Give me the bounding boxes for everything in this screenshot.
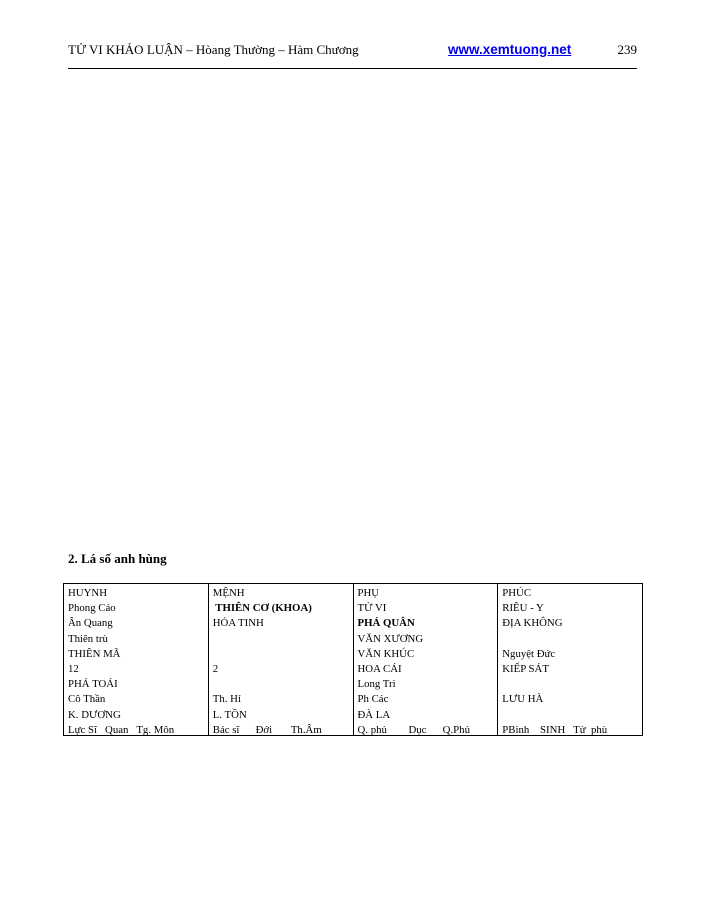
page-header <box>68 42 637 62</box>
cell-line <box>502 632 642 647</box>
cell-line: TỬ VI <box>357 602 387 615</box>
cell-line: HUYNH <box>68 587 107 599</box>
cell-line: HOA CÁI <box>357 662 402 675</box>
header-title: TỬ VI KHẢO LUẬN – Hòang Thường – Hàm Chương <box>68 42 359 57</box>
cell-line: Th. Hỉ <box>212 693 241 706</box>
chart-grid <box>63 583 643 736</box>
cell-line: Nguyệt Đức <box>502 647 556 660</box>
cell-footer: PBinh SINH Tử phù <box>502 723 608 736</box>
cell-huynh <box>64 584 209 735</box>
cell-line <box>213 647 353 662</box>
cell-line: Ph Các <box>357 693 389 706</box>
website-link[interactable]: www.xemtuong.net <box>448 42 572 57</box>
section-title: 2. Lá số anh hùng <box>68 551 167 566</box>
cell-line: K. DƯƠNG <box>68 708 121 721</box>
cell-line <box>502 708 642 723</box>
cell-line <box>502 677 642 692</box>
cell-line <box>213 632 353 647</box>
cell-line: PHÚC <box>502 587 532 599</box>
cell-footer: Bác sĩ Đới Th.Âm <box>212 723 322 736</box>
cell-line: LƯU HÀ <box>502 693 544 706</box>
cell-line: Cô Thần <box>68 693 106 706</box>
cell-line: VĂN KHÚC <box>357 647 415 660</box>
cell-phu <box>354 584 499 735</box>
cell-line: RIÊU - Y <box>502 602 544 615</box>
cell-line: THIÊN CƠ (KHOA) <box>212 602 312 615</box>
cell-line: ĐÀ LA <box>357 708 391 721</box>
cell-line: PHÁ QUÂN <box>357 617 415 630</box>
cell-line: HỎA TINH <box>212 617 264 630</box>
cell-line: VĂN XƯƠNG <box>357 632 424 645</box>
cell-line: KIẾP SÁT <box>502 662 549 675</box>
cell-line: Phong Cáo <box>68 602 116 615</box>
page-number: 239 <box>617 42 637 57</box>
cell-line <box>213 677 353 692</box>
cell-line: L. TỒN <box>212 708 247 721</box>
cell-line: PHỤ <box>357 587 380 599</box>
cell-menh <box>209 584 354 735</box>
cell-line: Ân Quang <box>68 617 113 630</box>
cell-footer: Q. phủ Dục Q.Phủ <box>357 723 470 736</box>
cell-footer: Lực Sĩ Quan Tg. Môn <box>68 723 175 736</box>
cell-line: ĐỊA KHÔNG <box>502 617 563 630</box>
cell-line: Long Trì <box>357 678 396 691</box>
header-rule <box>68 68 637 69</box>
cell-line: 12 <box>68 662 79 675</box>
cell-line: 2 <box>212 662 219 675</box>
cell-phuc <box>498 584 642 735</box>
cell-line: PHÁ TOÁI <box>68 678 118 691</box>
cell-line: MỆNH <box>212 587 245 599</box>
cell-line: Thiên trù <box>68 632 108 645</box>
cell-line: THIÊN MÃ <box>68 647 121 660</box>
